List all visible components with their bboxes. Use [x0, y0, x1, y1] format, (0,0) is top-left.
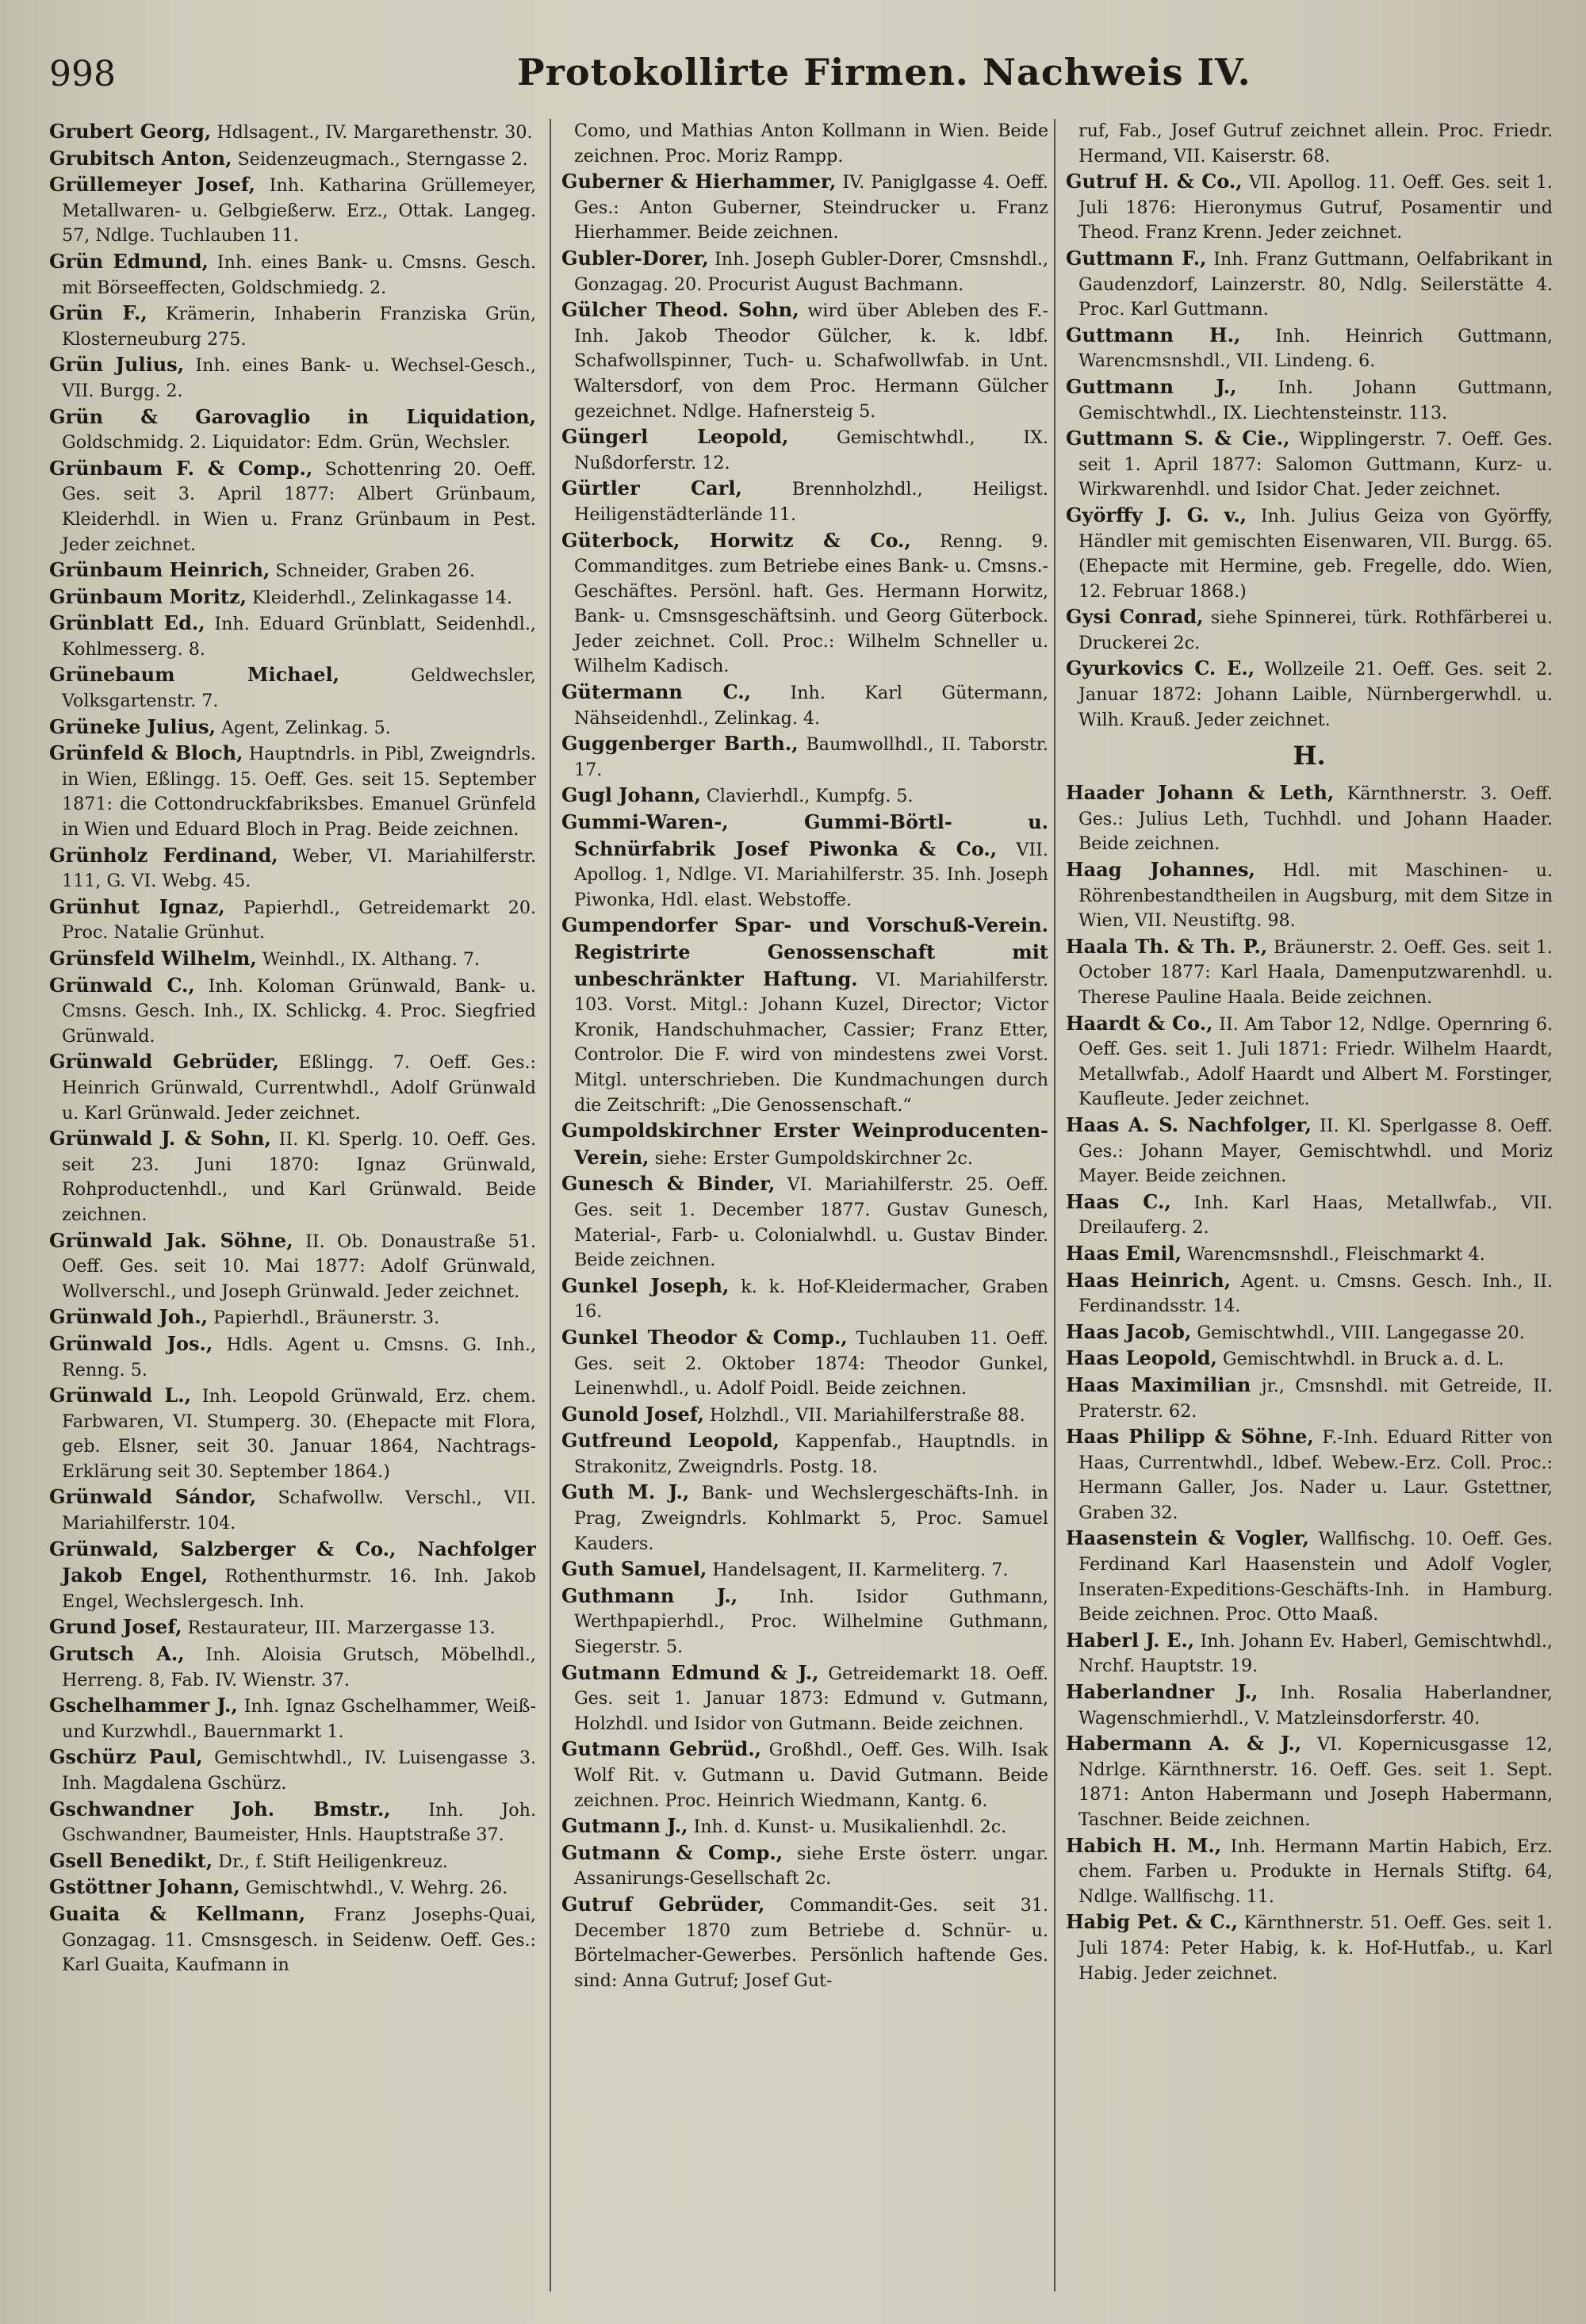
firm-name: Grünwald L., [49, 1384, 191, 1407]
directory-entry [49, 1797, 536, 1848]
firm-name: Gumpoldskirchner Erster Weinproducenten-Verein, [561, 1119, 1048, 1169]
firm-details: siehe Spinnerei, türk. Rothfärberei u. Druckerei 2c. [1078, 607, 1553, 653]
firm-details: Baumwollhdl., II. Taborstr. 17. [574, 734, 1048, 780]
directory-entry [1066, 1909, 1553, 1986]
firm-name: Guttmann F., [1066, 246, 1207, 270]
firm-details: Inh. Ignaz Gschelhammer, Weiß- und Kurzwhdl., Bauernmarkt 1. [62, 1696, 536, 1742]
directory-entry [561, 1428, 1048, 1480]
firm-details: Inh. Karl Gütermann, Nähseidenhdl., Zelinkag. 4. [574, 683, 1048, 729]
directory-entry [49, 1383, 536, 1484]
directory-entry [1066, 1731, 1553, 1832]
firm-details: Krämerin, Inhaberin Franziska Grün, Klosterneuburg 275. [62, 304, 536, 350]
firm-name: Grüneke Julius, [49, 714, 216, 738]
firm-name: Grutsch A., [49, 1642, 185, 1666]
directory-entry [49, 1304, 536, 1331]
firm-details: Schottenring 20. Oeff. Ges. seit 3. April 1877: Albert Grünbaum, Kleiderhdl. in Wien u. Franz Grünbaum in Pest. Jeder zeichnet. [62, 458, 536, 555]
directory-entry [49, 1126, 536, 1227]
firm-name: Habig Pet. & C., [1066, 1910, 1238, 1934]
firm-details: Gemischtwhdl., IX. Nußdorferstr. 12. [574, 427, 1048, 473]
directory-entry [1066, 323, 1553, 374]
firm-name: Gütermann C., [561, 680, 751, 704]
directory-entry [1066, 119, 1553, 169]
directory-entry [49, 1484, 536, 1536]
firm-details: VII. Apollog. 1, Ndlge. VI. Mariahilferstr. 35. Inh. Joseph Piwonka, Hdl. elast. Webstoffe. [574, 839, 1048, 910]
firm-name: Grünwald Jos., [49, 1331, 213, 1355]
directory-entry [49, 1848, 536, 1875]
directory-entry [1066, 169, 1553, 246]
firm-name: Haader Johann & Leth, [1066, 781, 1335, 805]
directory-entry [561, 1402, 1048, 1429]
firm-details: Clavierhdl., Kumpfg. 5. [700, 786, 914, 807]
directory-entry [49, 662, 536, 714]
firm-name: Grün F., [49, 301, 147, 325]
firm-details: Gemischtwhdl., V. Wehrg. 26. [239, 1878, 508, 1899]
firm-details: Hauptndrls. in Pibl, Zweigndrls. in Wien, Eßlingg. 15. Oeff. Ges. seit 15. September 1871: die Cottondruckfabriksbes. Emanuel Grünfeld in Wien und Eduard Bloch in Prag. Beide zeichnen. [62, 744, 536, 840]
directory-entry [49, 1901, 536, 1978]
firm-details: Como, und Mathias Anton Kollmann in Wien. Beide zeichnen. Proc. Moriz Rampp. [574, 121, 1048, 167]
firm-details: Hdlsagent., IV. Margarethenstr. 30. [211, 122, 533, 143]
directory-entry [49, 301, 536, 352]
firm-name: Haas Maximilian [1066, 1373, 1251, 1396]
directory-entry [1066, 1241, 1553, 1268]
directory-entry [1066, 604, 1553, 656]
firm-details: VI. Kopernicusgasse 12, Ndrlge. Kärnthnerstr. 16. Oeff. Ges. seit 1. Sept. 1871: Anton Habermann und Joseph Habermann, Taschner. Beide zeichnen. [1078, 1734, 1553, 1830]
firm-name: Haas Philipp & Söhne, [1066, 1425, 1314, 1449]
firm-name: Gummi-Waren-, Gummi-Börtl- u. Schnürfabrik Josef Piwonka & Co., [561, 810, 1048, 860]
firm-name: Grüllemeyer Josef, [49, 173, 255, 197]
firm-name: Grünwald Joh., [49, 1305, 209, 1329]
firm-details: Gemischtwhdl., IV. Luisengasse 3. Inh. Magdalena Gschürz. [62, 1748, 536, 1794]
firm-details: II. Kl. Sperlgasse 8. Oeff. Ges.: Johann Mayer, Gemischtwhdl. und Moriz Mayer. Beide zeichnen. [1078, 1115, 1553, 1187]
firm-details: Inh. Julius Geiza von Györffy, Händler mit gemischten Eisenwaren, VII. Burgg. 65. (Ehepacte mit Hermine, geb. Fregelle, ddo. Wien, 12. Februar 1868.) [1078, 505, 1553, 602]
firm-name: Guttmann H., [1066, 323, 1241, 346]
firm-details: Geldwechsler, Volksgartenstr. 7. [62, 665, 536, 712]
section-letter: H. [1293, 741, 1326, 771]
firm-name: Gugl Johann, [561, 783, 701, 807]
firm-name: Gunkel Joseph, [561, 1273, 730, 1297]
directory-entry [561, 119, 1048, 169]
firm-name: Grünfeld & Bloch, [49, 741, 243, 765]
page-header [49, 51, 1540, 108]
firm-name: Grünbaum F. & Comp., [49, 456, 313, 480]
firm-details: siehe: Erster Gumpoldskirchner 2c. [649, 1147, 973, 1169]
firm-name: Grubitsch Anton, [49, 146, 232, 170]
directory-entry [49, 946, 536, 973]
firm-details: Inh. Johann Guttmann, Gemischtwhdl., IX. Liechtensteinstr. 113. [1078, 377, 1553, 423]
directory-entry [49, 146, 536, 173]
firm-details: Hdls. Agent u. Cmsns. G. Inh., Renng. 5. [62, 1334, 536, 1380]
firm-details: Inh. Koloman Grünwald, Bank- u. Cmsns. Gesch. Inh., IX. Schlickg. 4. Proc. Siegfried Grünwald. [62, 975, 536, 1047]
firm-name: Gunold Josef, [561, 1402, 704, 1426]
directory-entry [561, 913, 1048, 1118]
firm-name: Gumpendorfer Spar- und Vorschuß-Verein. Registrirte Genossenschaft mit unbeschränkter Haftung. [561, 913, 1048, 990]
directory-entry [561, 1118, 1048, 1171]
firm-details: Großhdl., Oeff. Ges. Wilh. Isak Wolf Rit. v. Gutmann u. David Gutmann. Beide zeichnen. Proc. Heinrich Wiedmann, Kantg. 6. [574, 1740, 1048, 1811]
firm-details: Inh. eines Bank- u. Wechsel-Gesch., VII. Burgg. 2. [62, 355, 536, 401]
directory-entry [1066, 1833, 1553, 1910]
directory-entry [561, 1583, 1048, 1660]
firm-details: Dr., f. Stift Heiligenkreuz. [213, 1851, 448, 1872]
firm-name: Grünbaum Moritz, [49, 584, 247, 608]
firm-name: Güngerl Leopold, [561, 425, 789, 449]
directory-entry [1066, 246, 1553, 323]
firm-details: Weinhdl., IX. Althang. 7. [256, 949, 481, 970]
firm-name: Grün Edmund, [49, 249, 209, 273]
firm-details: VII. Apollog. 11. Oeff. Ges. seit 1. Juli 1876: Hieronymus Gutruf, Posamentir und Theod. Franz Krenn. Jeder zeichnet. [1078, 172, 1553, 243]
firm-name: Gubler-Dorer, [561, 246, 709, 270]
firm-name: Grubert Georg, [49, 120, 212, 143]
directory-entry [1066, 656, 1553, 733]
firm-details: k. k. Hof-Kleidermacher, Graben 16. [574, 1276, 1048, 1323]
directory-entry [1066, 426, 1553, 503]
page-number: 998 [49, 54, 116, 94]
directory-entry [49, 611, 536, 662]
firm-details: Wipplingerstr. 7. Oeff. Ges. seit 1. April 1877: Salomon Guttmann, Kurz- u. Wirkwarenhdl. und Isidor Chat. Jeder zeichnet. [1078, 429, 1553, 500]
directory-entry [49, 1874, 536, 1901]
firm-name: Grünsfeld Wilhelm, [49, 947, 257, 970]
firm-details: Kappenfab., Hauptndls. in Strakonitz, Zweigndrls. Postg. 18. [574, 1431, 1048, 1477]
firm-details: II. Am Tabor 12, Ndlge. Opernring 6. Oeff. Ges. seit 1. Juli 1871: Friedr. Wilhelm Haardt, Metallwfab., Adolf Haardt und Albert M. Forstinger, Kaufleute. Jeder zeichnet. [1078, 1013, 1553, 1110]
directory-entry [561, 169, 1048, 246]
directory-entry [1066, 1424, 1553, 1526]
directory-entry [49, 352, 536, 404]
directory-entry [561, 1736, 1048, 1813]
directory-entry [49, 557, 536, 584]
firm-name: Gülcher Theod. Sohn, [561, 298, 799, 322]
firm-name: Haberl J. E., [1066, 1628, 1195, 1652]
directory-entry [561, 1273, 1048, 1325]
firm-details: Agent. u. Cmsns. Gesch. Inh., II. Ferdinandsstr. 14. [1078, 1270, 1553, 1317]
column-left [49, 119, 536, 1978]
firm-name: Grün & Garovaglio in Liquidation, [49, 404, 536, 428]
firm-details: Inh. Hermann Martin Habich, Erz. chem. Farben u. Produkte in Hernals Stiftg. 64, Ndlge. Wallfischg. 11. [1078, 1836, 1553, 1907]
firm-details: Inh. Katharina Grüllemeyer, Metallwaren- u. Gelbgießerw. Erz., Ottak. Langeg. 57, Ndlge. Tuchlauben 11. [62, 175, 536, 247]
firm-details: Inh. Eduard Grünblatt, Seidenhdl., Kohlmesserg. 8. [62, 614, 536, 660]
directory-entry [49, 1693, 536, 1744]
firm-details: Inh. Franz Guttmann, Oelfabrikant in Gaudenzdorf, Lainzerstr. 80, Ndlg. Seilerstätte 4. Proc. Karl Guttmann. [1078, 248, 1553, 320]
firm-details: Commandit-Ges. seit 31. December 1870 zum Betriebe d. Schnür- u. Börtelmacher-Gewerbes. Persönlich haftende Ges. sind: Anna Gutruf; Josef Gut- [574, 1894, 1048, 1991]
directory-entry [49, 843, 536, 894]
firm-name: Haas Leopold, [1066, 1346, 1217, 1370]
firm-name: Gstöttner Johann, [49, 1875, 240, 1899]
firm-name: Grund Josef, [49, 1615, 182, 1639]
firm-name: Gschelhammer J., [49, 1694, 238, 1717]
firm-details: Inh. Joseph Gubler-Dorer, Cmsnshdl., Gonzagag. 20. Procurist August Bachmann. [574, 248, 1048, 295]
firm-details: Papierhdl., Getreidemarkt 20. Proc. Natalie Grünhut. [62, 897, 536, 944]
firm-name: Grün Julius, [49, 353, 185, 377]
firm-details: Tuchlauben 11. Oeff. Ges. seit 2. Oktober 1874: Theodor Gunkel, Leinenwhdl., u. Adolf Poidl. Beide zeichnen. [574, 1327, 1048, 1399]
firm-name: Gutmann Gebrüd., [561, 1737, 761, 1761]
firm-name: Gunkel Theodor & Comp., [561, 1325, 848, 1349]
directory-entry [1066, 780, 1553, 857]
page-title: Protokollirte Firmen. Nachweis IV. [517, 51, 1251, 94]
directory-entry [561, 1556, 1048, 1583]
firm-details: Kärnthnerstr. 51. Oeff. Ges. seit 1. Juli 1874: Peter Habig, k. k. Hof-Hutfab., u. Karl Habig. Jeder zeichnet. [1078, 1912, 1553, 1984]
directory-entry [49, 973, 536, 1050]
firm-details: Gemischtwhdl. in Bruck a. d. L. [1216, 1349, 1504, 1370]
firm-details: Inh. Leopold Grünwald, Erz. chem. Farbwaren, VI. Stumperg. 30. (Ehepacte mit Flora, geb. Elsner, seit 30. Januar 1864, Nachtrags-Erklärung seit 30. September 1864.) [62, 1386, 536, 1482]
firm-name: Habermann A. & J., [1066, 1732, 1302, 1755]
firm-details: wird über Ableben des F.-Inh. Jakob Theodor Gülcher, k. k. ldbf. Schafwollspinner, Tuch- u. Schafwollwfab. in Unt. Waltersdorf, von dem Proc. Hermann Gülcher gezeichnet. Ndlge. Hafnersteig 5. [574, 301, 1048, 422]
directory-entry [1066, 1112, 1553, 1189]
firm-details: Inh. Aloisia Grutsch, Möbelhdl., Herreng. 8, Fab. IV. Wienstr. 37. [62, 1644, 536, 1690]
directory-entry [1066, 1628, 1553, 1679]
firm-name: Györffy J. G. v., [1066, 503, 1247, 526]
firm-details: Inh. Heinrich Guttmann, Warencmsnshdl., VII. Lindeng. 6. [1078, 325, 1553, 372]
firm-name: Gutmann & Comp., [561, 1840, 783, 1864]
firm-name: Guth Samuel, [561, 1557, 707, 1581]
firm-name: Grünebaum Michael, [49, 663, 339, 687]
firm-name: Grünwald C., [49, 973, 195, 997]
directory-entry [49, 1614, 536, 1641]
firm-details: Handelsagent, II. Karmeliterg. 7. [707, 1560, 1009, 1581]
firm-name: Haberlandner J., [1066, 1680, 1258, 1704]
directory-entry [561, 424, 1048, 476]
directory-entry [49, 714, 536, 741]
directory-entry [1066, 503, 1553, 604]
firm-details: IV. Paniglgasse 4. Oeff. Ges.: Anton Guberner, Steindrucker u. Franz Hierhammer. Beide zeichnen. [574, 172, 1048, 243]
firm-details: F.-Inh. Eduard Ritter von Haas, Currentwhdl., ldbef. Webew.-Erz. Coll. Proc.: Hermann Galler, Jos. Nader u. Laur. Gstettner, Graben 32. [1078, 1427, 1553, 1523]
column-divider [1054, 119, 1055, 2291]
firm-name: Gutruf Gebrüder, [561, 1892, 765, 1916]
firm-details: ruf, Fab., Josef Gutruf zeichnet allein. Proc. Friedr. Hermand, VII. Kaiserstr. 68. [1078, 121, 1553, 167]
directory-entry [1066, 857, 1553, 934]
firm-name: Gutmann J., [561, 1814, 688, 1838]
firm-details: Holzhdl., VII. Mariahilferstraße 88. [703, 1404, 1025, 1426]
firm-details: Schafwollw. Verschl., VII. Mariahilferstr. 104. [62, 1487, 536, 1534]
firm-details: Renng. 9. Commanditges. zum Betriebe eines Bank- u. Cmsns.-Geschäftes. Persönl. haft. Ges. Hermann Horwitz, Bank- u. Cmsnsgeschäftsinh. und Georg Güterbock. Jeder zeichnet. Coll. Proc.: Wilhelm Schneller u. Wilhelm Kadisch. [574, 530, 1048, 677]
firm-details: Inh. Joh. Gschwandner, Baumeister, Hnls. Hauptstraße 37. [62, 1799, 536, 1846]
firm-name: Habich H. M., [1066, 1833, 1222, 1857]
directory-entry [49, 456, 536, 557]
firm-details: Getreidemarkt 18. Oeff. Ges. seit 1. Januar 1873: Edmund v. Gutmann, Holzhdl. und Isidor von Gutmann. Beide zeichnen. [574, 1663, 1048, 1734]
directory-entry [49, 249, 536, 301]
directory-entry [49, 172, 536, 249]
firm-name: Guthmann J., [561, 1583, 738, 1607]
firm-name: Haardt & Co., [1066, 1011, 1213, 1035]
directory-entry [1066, 1526, 1553, 1627]
firm-details: Inh. d. Kunst- u. Musikalienhdl. 2c. [688, 1817, 1007, 1838]
firm-details: jr., Cmsnshdl. mit Getreide, II. Praterstr. 62. [1078, 1375, 1553, 1422]
directory-entry [561, 783, 1048, 810]
directory-entry [49, 1744, 536, 1796]
firm-details: II. Kl. Sperlg. 10. Oeff. Ges. seit 23. Juni 1870: Ignaz Grünwald, Rohproductenhdl., und Karl Grünwald. Beide zeichnen. [62, 1129, 536, 1225]
firm-name: Gschwandner Joh. Bmstr., [49, 1797, 391, 1821]
firm-name: Haala Th. & Th. P., [1066, 934, 1268, 958]
column-right [1066, 119, 1553, 1986]
firm-name: Guttmann J., [1066, 374, 1237, 398]
firm-name: Grünwald Sándor, [49, 1485, 257, 1509]
firm-name: Grünwald J. & Sohn, [49, 1127, 271, 1151]
firm-details: Weber, VI. Mariahilferstr. 111, G. VI. Webg. 45. [62, 845, 536, 892]
firm-details: Eßlingg. 7. Oeff. Ges.: Heinrich Grünwald, Currentwhdl., Adolf Grünwald u. Karl Grünwald. Jeder zeichnet. [62, 1052, 536, 1124]
firm-details: Kärnthnerstr. 3. Oeff. Ges.: Julius Leth, Tuchhdl. und Johann Haader. Beide zeichnen. [1078, 783, 1553, 855]
firm-name: Gutruf H. & Co., [1066, 170, 1243, 193]
firm-details: Inh. Johann Ev. Haberl, Gemischtwhdl., Nrchf. Hauptstr. 19. [1078, 1630, 1553, 1677]
firm-details: Inh. eines Bank- u. Cmsns. Gesch. mit Börseeffecten, Goldschmiedg. 2. [62, 251, 536, 298]
firm-name: Guth M. J., [561, 1480, 690, 1504]
firm-name: Gutmann Edmund & J., [561, 1660, 819, 1684]
directory-entry [1066, 934, 1553, 1011]
directory-entry [561, 1480, 1048, 1556]
firm-details: Wallfischg. 10. Oeff. Ges. Ferdinand Karl Haasenstein und Adolf Vogler, Inseraten-Expeditions-Geschäfts-Inh. in Hamburg. Beide zeichnen. Proc. Otto Maaß. [1078, 1529, 1553, 1625]
firm-name: Gyurkovics C. E., [1066, 657, 1255, 680]
firm-details: Franz Josephs-Quai, Gonzagag. 11. Cmsnsgesch. in Seidenw. Oeff. Ges.: Karl Guaita, Kaufmann in [62, 1904, 536, 1976]
firm-details: Warencmsnshdl., Fleischmarkt 4. [1181, 1243, 1485, 1265]
firm-details: Gemischtwhdl., VIII. Langegasse 20. [1191, 1322, 1525, 1343]
directory-entry [561, 1660, 1048, 1737]
firm-details: Schneider, Graben 26. [270, 561, 475, 582]
firm-details: siehe Erste österr. ungar. Assanirungs-Gesellschaft 2c. [574, 1843, 1048, 1889]
firm-details: II. Ob. Donaustraße 51. Oeff. Ges. seit 10. Mai 1877: Adolf Grünwald, Wollverschl., und Joseph Grünwald. Jeder zeichnet. [62, 1231, 536, 1302]
firm-details: Inh. Karl Haas, Metallwfab., VII. Dreilauferg. 2. [1078, 1192, 1553, 1239]
directory-entry [49, 894, 536, 946]
firm-details: Agent, Zelinkag. 5. [215, 717, 391, 738]
firm-name: Grünwald Gebrüder, [49, 1050, 279, 1074]
firm-name: Gsell Benedikt, [49, 1848, 213, 1872]
directory-entry [561, 1892, 1048, 1993]
firm-details: Inh. Rosalia Haberlandner, Wagenschmierhdl., V. Matzleinsdorferstr. 40. [1078, 1683, 1553, 1729]
firm-name: Grünhut Ignaz, [49, 894, 225, 918]
firm-details: Papierhdl., Bräunerstr. 3. [208, 1307, 440, 1329]
column-middle [561, 119, 1048, 1993]
firm-name: Gysi Conrad, [1066, 605, 1204, 629]
firm-name: Haas Heinrich, [1066, 1268, 1232, 1292]
directory-entry [561, 1840, 1048, 1892]
firm-details: Restaurateur, III. Marzergasse 13. [182, 1618, 496, 1639]
directory-entry [561, 810, 1048, 913]
firm-details: Seidenzeugmach., Sterngasse 2. [232, 148, 528, 170]
firm-details: Rothenthurmstr. 16. Inh. Jakob Engel, Wechslergesch. Inh. [62, 1566, 536, 1612]
column-divider [550, 119, 551, 2291]
firm-details: Kleiderhdl., Zelinkagasse 14. [246, 587, 512, 608]
directory-entry [561, 1171, 1048, 1273]
firm-details: Wollzeile 21. Oeff. Ges. seit 2. Januar 1872: Johann Laible, Nürnbergerwhdl. u. Wilh. Krauß. Jeder zeichnet. [1078, 659, 1553, 730]
firm-name: Grünblatt Ed., [49, 611, 205, 635]
firm-name: Haas Emil, [1066, 1241, 1182, 1265]
directory-entry [49, 741, 536, 842]
directory-entry [49, 404, 536, 456]
firm-details: Brennholzhdl., Heiligst. Heiligenstädterlände 11. [574, 479, 1048, 525]
firm-name: Guberner & Hierhammer, [561, 170, 837, 193]
firm-details: VI. Mariahilferstr. 103. Vorst. Mitgl.: Johann Kuzel, Director; Victor Kronik, Handschuhmacher, Cassier; Franz Etter, Controlor. Die F. wird von mindestens zwei Vorst. Mitgl. unterschrieben. Die Kundmachungen durch die Zeitschrift: „Die Genossenschaft.“ [574, 969, 1048, 1116]
directory-entry [1066, 1189, 1553, 1241]
firm-name: Grünbaum Heinrich, [49, 558, 270, 582]
directory-entry [561, 680, 1048, 731]
directory-entry [49, 1641, 536, 1693]
firm-name: Haas C., [1066, 1189, 1171, 1213]
directory-entry [1066, 1011, 1553, 1112]
directory-entry [49, 1537, 536, 1615]
firm-name: Güterbock, Horwitz & Co., [561, 528, 911, 552]
firm-details: Bräunerstr. 2. Oeff. Ges. seit 1. October 1877: Karl Haala, Damenputzwarenhdl. u. Therese Pauline Haala. Beide zeichnen. [1078, 936, 1553, 1008]
directory-entry [561, 1813, 1048, 1840]
directory-entry [561, 1325, 1048, 1402]
firm-details: Hdl. mit Maschinen- u. Röhrenbestandtheilen in Augsburg, mit dem Sitze in Wien, VII. Neustiftg. 98. [1078, 860, 1553, 932]
firm-name: Guttmann S. & Cie., [1066, 427, 1290, 450]
directory-entry [561, 246, 1048, 297]
directory-entry [1066, 1268, 1553, 1319]
firm-details: Bank- und Wechslergeschäfts-Inh. in Prag, Zweigndrls. Kohlmarkt 5, Proc. Samuel Kauders. [574, 1483, 1048, 1554]
firm-name: Haasenstein & Vogler, [1066, 1526, 1309, 1550]
directory-entry [1066, 374, 1553, 426]
firm-name: Gürtler Carl, [561, 477, 742, 500]
directory-entry [49, 119, 536, 146]
directory-entry [49, 1049, 536, 1126]
directory-entry [1066, 1373, 1553, 1424]
firm-details: VI. Mariahilferstr. 25. Oeff. Ges. seit 1. December 1877. Gustav Gunesch, Material-, Farb- u. Colonialwhdl. u. Gustav Binder. Beide zeichnen. [574, 1174, 1048, 1271]
firm-name: Haas Jacob, [1066, 1319, 1192, 1343]
directory-entry [49, 584, 536, 611]
directory-entry [561, 297, 1048, 424]
directory-entry [49, 1228, 536, 1305]
firm-name: Gutfreund Leopold, [561, 1429, 780, 1453]
firm-name: Grünholz Ferdinand, [49, 843, 278, 867]
directory-entry [561, 476, 1048, 527]
firm-name: Grünwald, Salzberger & Co., Nachfolger Jakob Engel, [49, 1537, 536, 1587]
firm-name: Guaita & Kellmann, [49, 1901, 306, 1925]
firm-name: Grünwald Jak. Söhne, [49, 1228, 293, 1252]
directory-entry [1066, 1319, 1553, 1346]
firm-details: Inh. Isidor Guthmann, Werthpapierhdl., Proc. Wilhelmine Guthmann, Siegerstr. 5. [574, 1586, 1048, 1658]
directory-entry [561, 528, 1048, 680]
directory-entry [1066, 1346, 1553, 1373]
firm-name: Guggenberger Barth., [561, 732, 799, 756]
directory-entry [561, 731, 1048, 783]
firm-details: Goldschmidg. 2. Liquidator: Edm. Grün, Wechsler. [62, 432, 511, 454]
firm-name: Gschürz Paul, [49, 1745, 203, 1769]
firm-name: Gunesch & Binder, [561, 1172, 776, 1196]
directory-entry [49, 1331, 536, 1383]
directory-entry [1066, 1679, 1553, 1731]
firm-name: Haas A. S. Nachfolger, [1066, 1112, 1312, 1136]
firm-name: Haag Johannes, [1066, 858, 1255, 882]
